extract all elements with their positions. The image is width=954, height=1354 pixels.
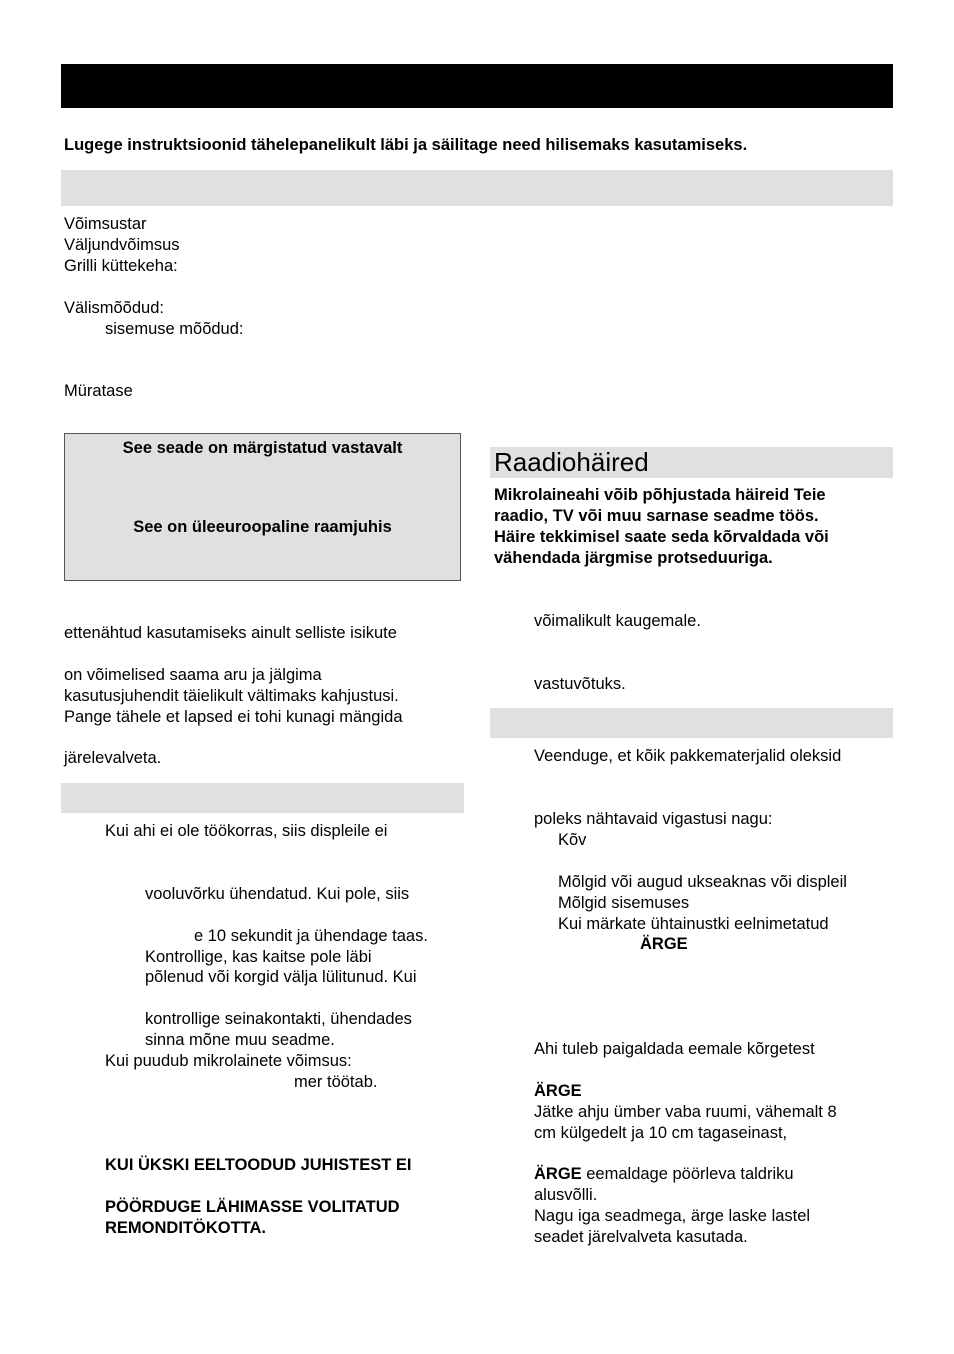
install-line: poleks nähtavaid vigastusi nagu: — [534, 810, 773, 828]
spec-noise-label: Müratase — [64, 382, 133, 400]
radio-section-header — [490, 447, 893, 478]
install-line: cm külgedelt ja 10 cm tagaseinast, — [534, 1124, 788, 1142]
install-line: Veenduge, et kõik pakkematerjalid oleksid — [534, 747, 842, 765]
troubleshoot-line: põlenud või korgid välja lülitunud. Kui — [145, 968, 417, 986]
radio-item: võimalikult kaugemale. — [534, 612, 701, 630]
install-line: Mõlgid sisemuses — [558, 894, 690, 912]
install-line: seadet järelvalveta kasutada. — [534, 1228, 748, 1246]
ce-notice-line1: See seade on märgistatud vastavalt — [122, 439, 403, 457]
spec-power-label: Võimsustar — [64, 215, 147, 233]
intro-text: Lugege instruktsioonid tähelepanelikult läbi ja säilitage need hilisemaks kasutamiseks. — [64, 136, 748, 154]
install-warning: ÄRGE — [534, 1165, 582, 1183]
troubleshoot-warning: KUI ÜKSKI EELTOODUD JUHISTEST EI — [105, 1156, 412, 1174]
install-warning: ÄRGE — [640, 935, 688, 953]
radio-body-line: Häire tekkimisel saate seda kõrvaldada või — [494, 528, 829, 546]
install-line-rest: eemaldage pöörleva taldriku — [581, 1165, 794, 1183]
spec-dimensions-label: Välismõõdud: — [64, 299, 164, 317]
usage-text-line: on võimelised saama aru ja jälgima — [64, 666, 322, 684]
installation-section-bar — [490, 708, 893, 738]
install-line: Nagu iga seadmega, ärge laske lastel — [534, 1207, 811, 1225]
troubleshoot-line: kontrollige seinakontakti, ühendades — [145, 1010, 412, 1028]
spec-inner-dimensions-label: sisemuse mõõdud: — [105, 320, 244, 338]
troubleshoot-line: mer töötab. — [294, 1073, 378, 1091]
radio-body-line: vähendada järgmise protseduuriga. — [494, 549, 773, 567]
install-line: Jätke ahju ümber vaba ruumi, vähemalt 8 — [534, 1103, 837, 1121]
ce-notice-box — [64, 433, 461, 581]
troubleshooting-section-bar — [61, 783, 464, 813]
troubleshoot-warning: REMONDITÖKOTTA. — [105, 1219, 267, 1237]
ce-notice-line2: See on üleeuroopaline raamjuhis — [133, 518, 392, 536]
spec-output-label: Väljundvõimsus — [64, 236, 180, 254]
install-line: alusvõlli. — [534, 1186, 598, 1204]
install-line: Ahi tuleb paigaldada eemale kõrgetest — [534, 1040, 815, 1058]
install-line: Kui märkate ühtainustki eelnimetatud — [558, 915, 829, 933]
install-line: Kõv — [558, 831, 587, 849]
install-line-turntable — [534, 1164, 794, 1185]
spec-grill-label: Grilli küttekeha: — [64, 257, 178, 275]
troubleshoot-line: sinna mõne muu seadme. — [145, 1031, 335, 1049]
header-bar — [61, 64, 893, 108]
install-line: Mõlgid või augud ukseaknas või displeil — [558, 873, 847, 891]
specs-section-bar — [61, 170, 893, 206]
troubleshoot-warning: PÖÖRDUGE LÄHIMASSE VOLITATUD — [105, 1198, 400, 1216]
troubleshoot-line: Kontrollige, kas kaitse pole läbi — [145, 948, 372, 966]
radio-title: Raadiohäired — [494, 447, 649, 477]
usage-text-line: Pange tähele et lapsed ei tohi kunagi mängida — [64, 708, 403, 726]
troubleshoot-line: Kui ahi ei ole töökorras, siis displeile ei — [105, 822, 388, 840]
usage-text-line: järelevalveta. — [64, 749, 162, 767]
radio-body-line: raadio, TV või muu sarnase seadme töös. — [494, 507, 819, 525]
radio-item: vastuvõtuks. — [534, 675, 626, 693]
install-warning: ÄRGE — [534, 1082, 582, 1100]
troubleshoot-line: e 10 sekundit ja ühendage taas. — [194, 927, 428, 945]
troubleshoot-line: Kui puudub mikrolainete võimsus: — [105, 1052, 352, 1070]
usage-text-line: ettenähtud kasutamiseks ainult selliste isikute — [64, 624, 397, 642]
troubleshoot-line: vooluvõrku ühendatud. Kui pole, siis — [145, 885, 410, 903]
usage-text-line: kasutusjuhendit täielikult vältimaks kahjustusi. — [64, 687, 399, 705]
radio-body-line: Mikrolaineahi võib põhjustada häireid Teie — [494, 486, 826, 504]
